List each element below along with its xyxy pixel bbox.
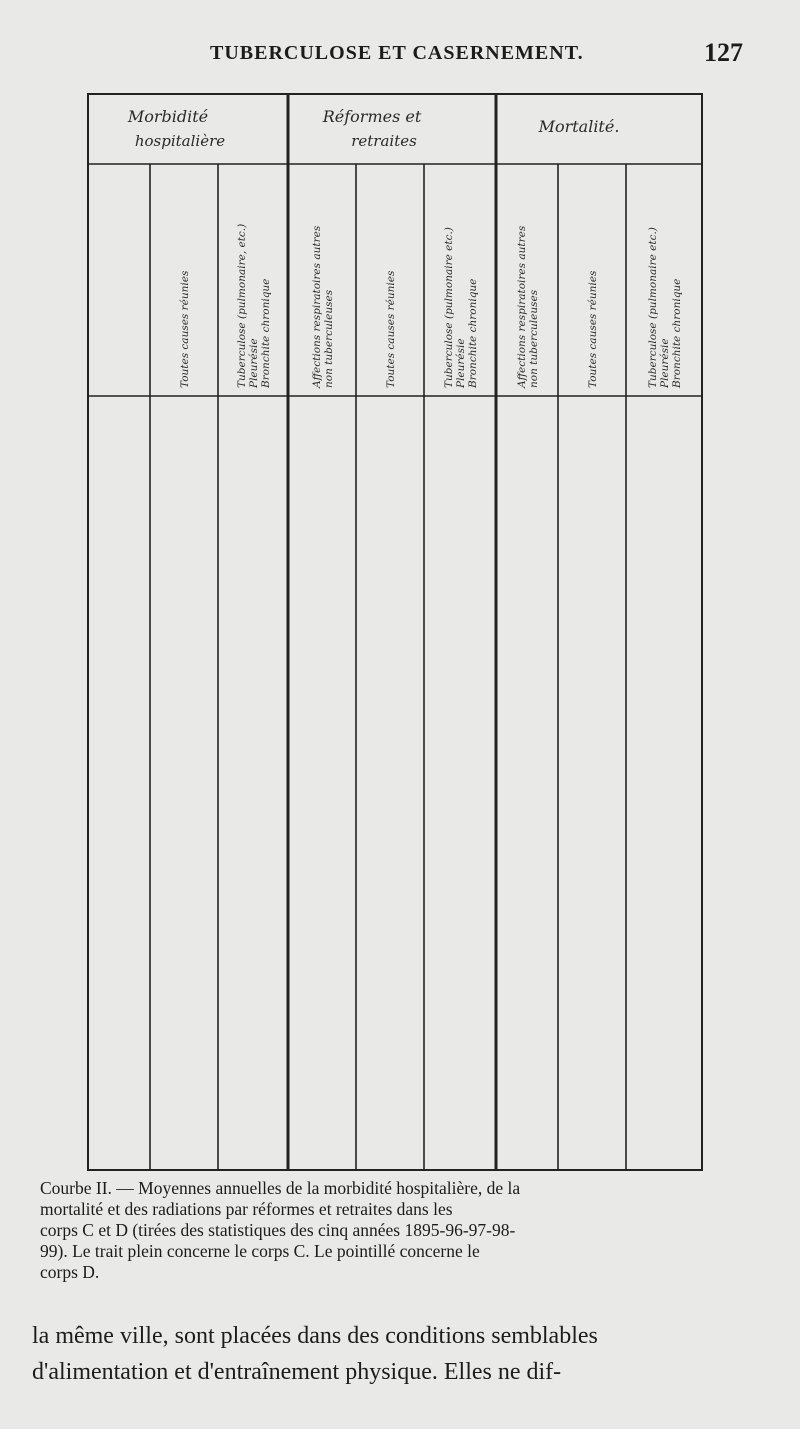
group-header-line2: retraites [351, 132, 417, 150]
running-title: TUBERCULOSE ET CASERNEMENT. [210, 42, 584, 64]
column-label: Tuberculose (pulmonaire etc.) [647, 227, 659, 388]
caption-line: mortalité et des radiations par réformes et retraites dans les [40, 1199, 453, 1219]
group-header-line1: Morbidité [127, 107, 209, 126]
column-label: Toutes causes réunies [179, 270, 191, 388]
chart-frame [88, 94, 702, 1170]
curve-figure [0, 80, 800, 1172]
column-labels [179, 224, 683, 389]
column-label: Bronchite chronique [260, 278, 272, 388]
column-label: Affections respiratoires autres [311, 225, 323, 388]
column-label: Bronchite chronique [671, 278, 683, 388]
column-label: Toutes causes réunies [587, 270, 599, 388]
body-line: la même ville, sont placées dans des conditions semblables [32, 1323, 598, 1349]
caption-line: Courbe II. — Moyennes annuelles de la morbidité hospitalière, de la [40, 1178, 521, 1198]
caption-line: corps C et D (tirées des statistiques des cinq années 1895-96-97-98- [40, 1220, 516, 1240]
body-paragraph [32, 1318, 762, 1390]
group-header-line1: Mortalité. [538, 117, 620, 136]
group-header-line1: Réformes et [322, 107, 422, 126]
column-label: Tuberculose (pulmonaire, etc.) [236, 223, 248, 388]
figure-caption [40, 1178, 752, 1283]
column-grid [88, 94, 702, 1170]
caption-line: 99). Le trait plein concerne le corps C. Le pointillé concerne le [40, 1241, 480, 1261]
body-line: d'alimentation et d'entraînement physique. Elles ne dif- [32, 1359, 562, 1385]
page-header [0, 38, 800, 78]
group-header-line2: hospitalière [134, 132, 226, 150]
caption-line: corps D. [40, 1262, 100, 1282]
column-label: Tuberculose (pulmonaire etc.) [443, 227, 455, 388]
column-label: Pleurésie [659, 338, 671, 388]
column-label: Pleurésie [248, 338, 260, 388]
column-label: Affections respiratoires autres [516, 225, 528, 388]
group-headers [127, 107, 620, 150]
column-label: Pleurésie [455, 338, 467, 388]
column-label: Toutes causes réunies [385, 270, 397, 388]
column-label: Bronchite chronique [467, 278, 479, 388]
column-label: non tuberculeuses [528, 289, 540, 388]
column-label: non tuberculeuses [323, 289, 335, 388]
page-number: 127 [704, 38, 743, 67]
